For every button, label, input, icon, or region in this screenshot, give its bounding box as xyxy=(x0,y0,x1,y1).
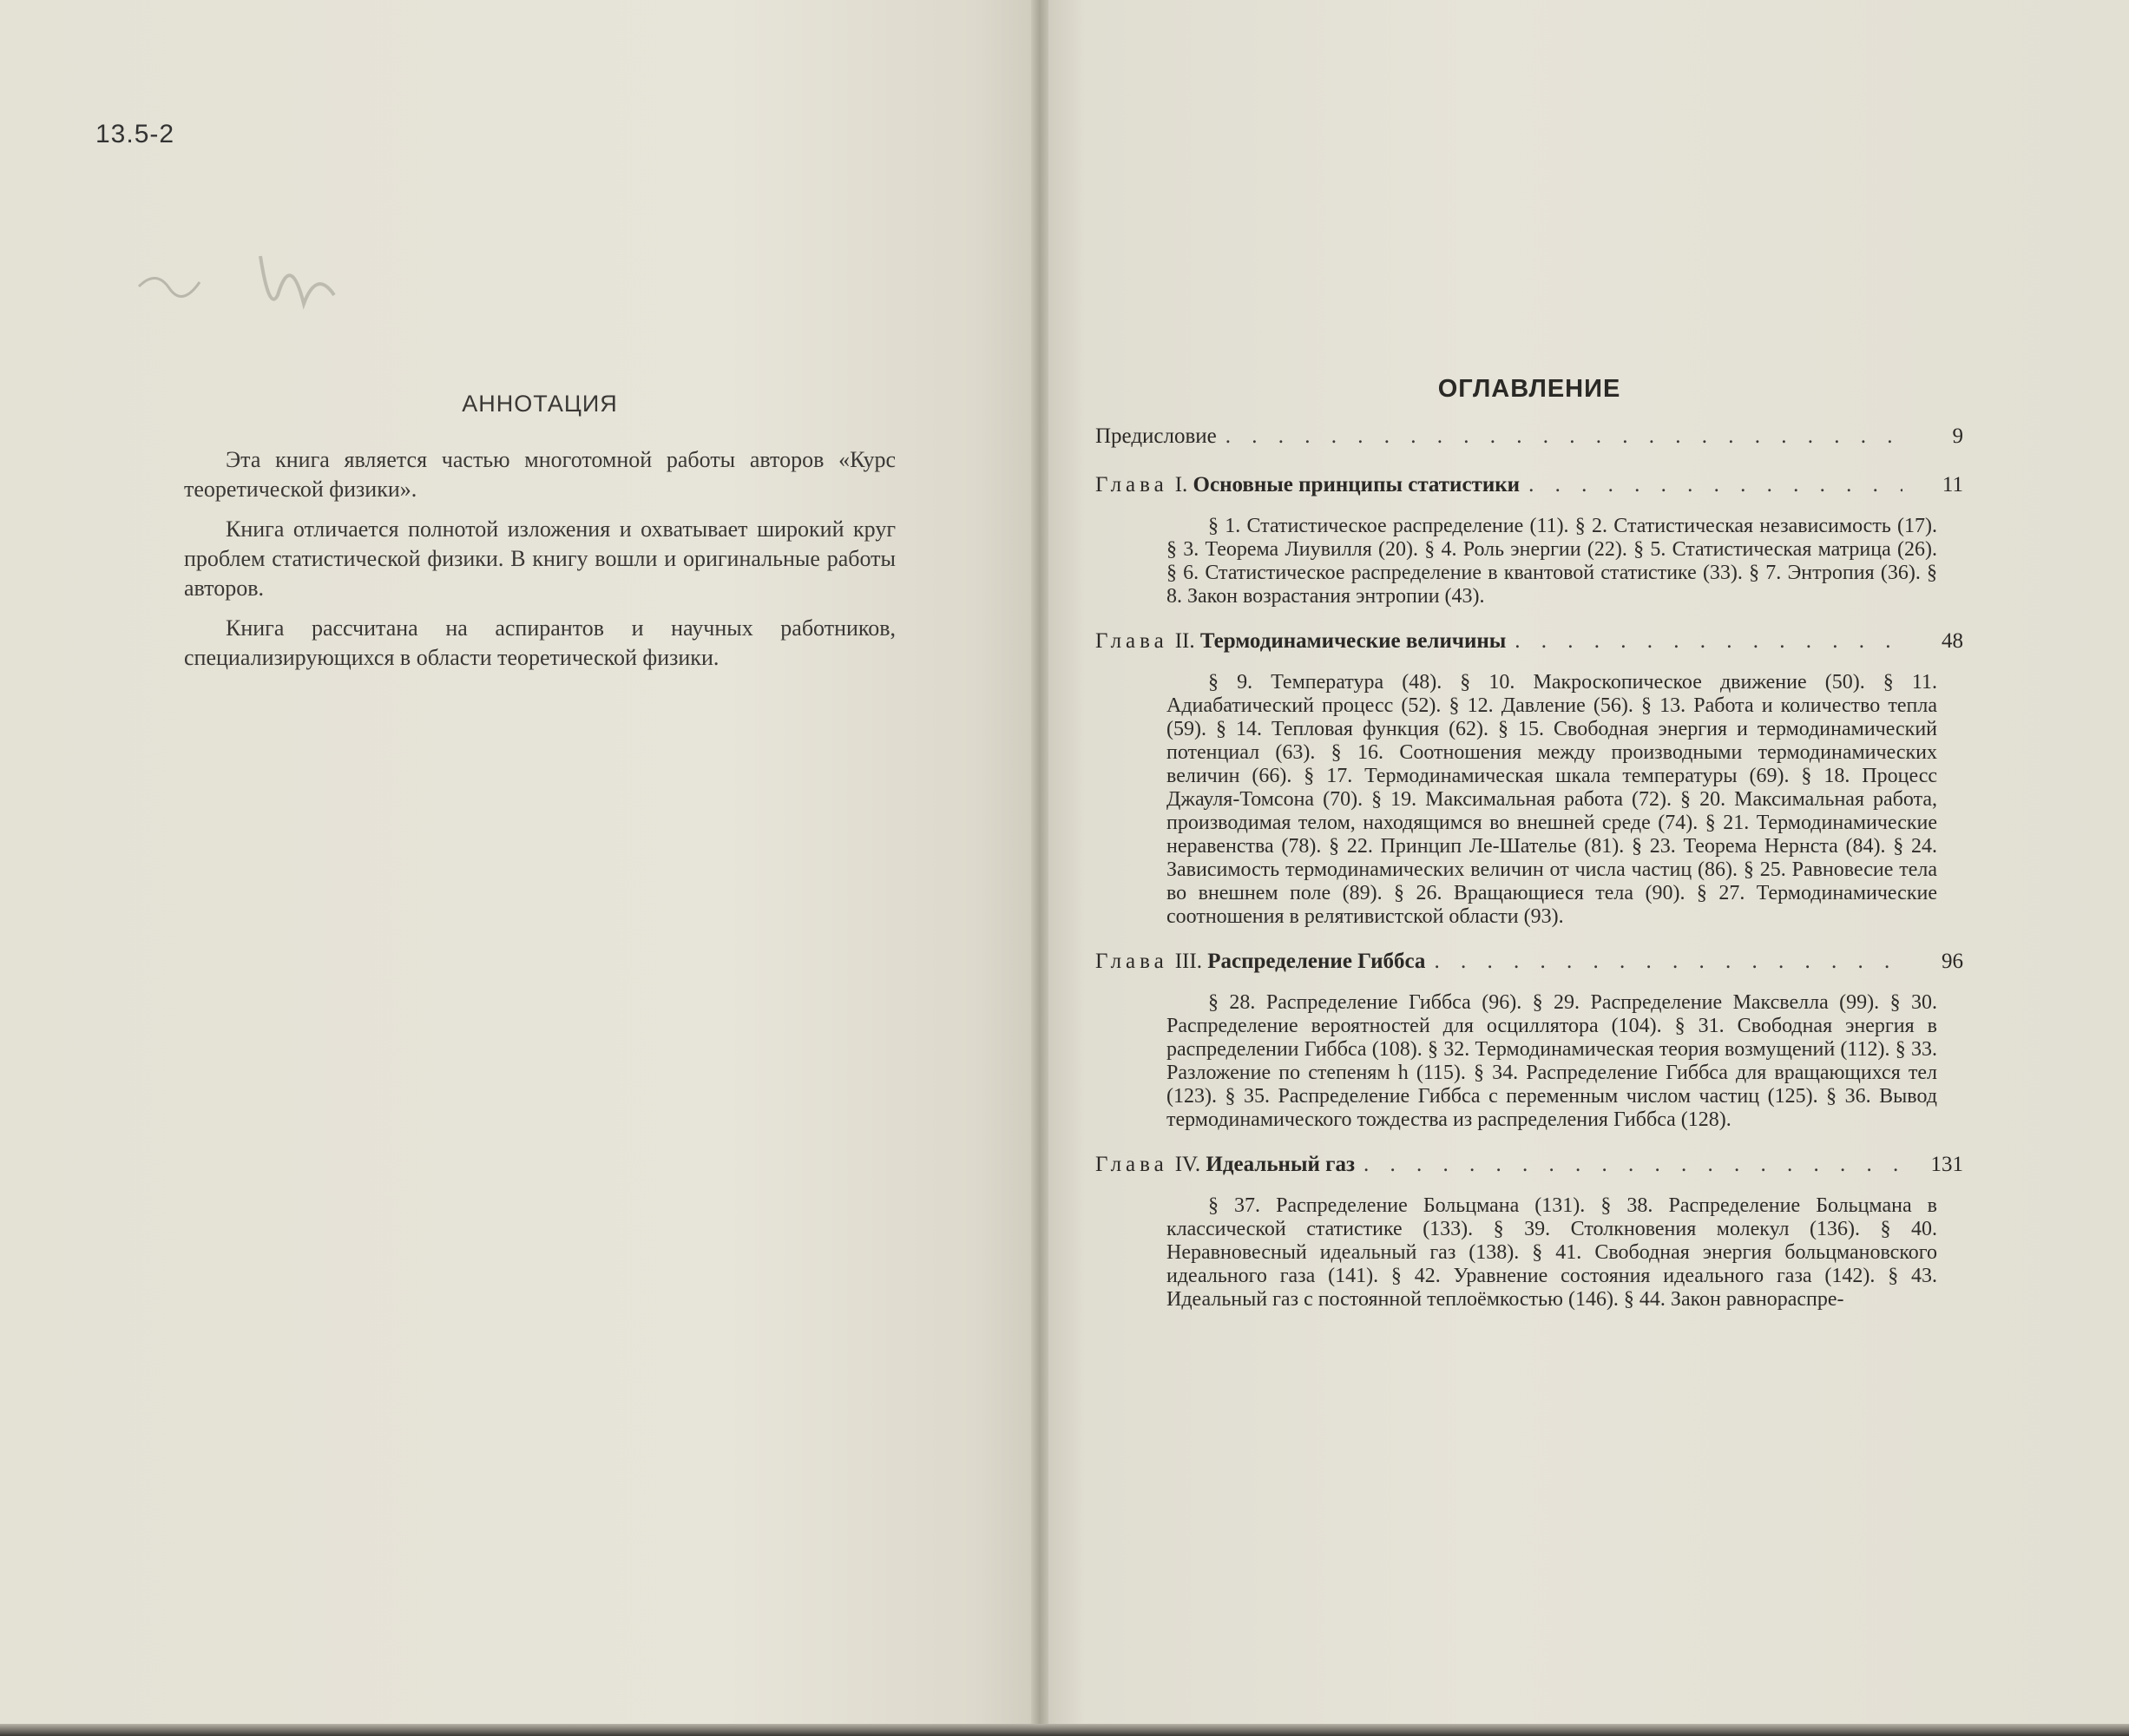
book-gutter xyxy=(1031,0,1048,1736)
page-number: 11 xyxy=(1942,473,1963,496)
chapter-heading-line xyxy=(1095,948,1963,976)
chapter-word: Глава xyxy=(1095,473,1168,496)
chapter-heading-line xyxy=(1095,628,1963,655)
chapter-word: Глава xyxy=(1095,950,1168,973)
dot-leader xyxy=(1515,628,1902,655)
chapter-word: Глава xyxy=(1095,629,1168,653)
annotation-block xyxy=(184,391,896,683)
toc-entry-preface xyxy=(1095,423,1963,450)
chapter-numeral: III. xyxy=(1174,950,1202,973)
chapter-numeral: I. xyxy=(1174,473,1188,496)
chapter-title: Распределение Гиббса xyxy=(1207,950,1426,973)
page-number: 96 xyxy=(1942,950,1963,973)
annotation-heading: АННОТАЦИЯ xyxy=(462,391,618,417)
chapter-word: Глава xyxy=(1095,1153,1168,1176)
chapter-sections: § 1. Статистическое распределение (11). § 2. Статистическая независимость (17). § 3. Теорема Лиувилля (20). § 4. Роль энергии (22). § 5. Статистическая матрица (26). § 6. Статистическое распределение в квантовой статистике (33). § 7. Энтропия (36). § 8. Закон возрастания энтропии (43). xyxy=(1166,515,1937,608)
annotation-paragraph: Книга рассчитана на аспирантов и научных работников, специализирующихся в области теоретической физики. xyxy=(184,615,896,670)
chapter-heading-line xyxy=(1095,471,1963,499)
chapter-title: Основные принципы статистики xyxy=(1193,473,1521,496)
page-number: 9 xyxy=(1952,424,1963,448)
dot-leader xyxy=(1528,471,1902,499)
toc-chapter-4 xyxy=(1095,1151,1963,1312)
dot-leader xyxy=(1363,1151,1902,1179)
dot-leader xyxy=(1434,948,1902,976)
left-page xyxy=(0,0,1037,1736)
catalog-code: 13.5-2 xyxy=(95,120,175,148)
pencil-mark xyxy=(130,234,347,330)
toc-chapter-2 xyxy=(1095,628,1963,929)
chapter-title: Термодинамические величины xyxy=(1199,629,1507,653)
annotation-paragraph: Эта книга является частью многотомной работы авторов «Курс теоретической физики». xyxy=(184,447,896,502)
chapter-sections: § 37. Распределение Больцмана (131). § 38. Распределение Больцмана в классической статистике (133). § 39. Столкновения молекул (136). § 40. Неравновесный идеальный газ (138). § 41. Свободная энергия больцмановского идеального газа (141). § 42. Уравнение состояния идеального газа (142). § 43. Идеальный газ с постоянной теплоёмкостью (146). § 44. Закон равнораспре- xyxy=(1166,1194,1937,1311)
toc-chapter-3 xyxy=(1095,948,1963,1132)
chapter-sections: § 28. Распределение Гиббса (96). § 29. Распределение Максвелла (99). § 30. Распределение вероятностей для осциллятора (104). § 31. Свободная энергия в распределении Гиббса (108). § 32. Термодинамическая теория возмущений (112). § 33. Разложение по степеням h (115). § 34. Распределение Гиббса для вращающихся тел (123). § 35. Распределение Гиббса с переменным числом частиц (125). § 36. Вывод термодинамического тождества из распределения Гиббса (128). xyxy=(1166,991,1937,1131)
book-bottom-edge xyxy=(0,1724,2129,1736)
toc-heading: ОГЛАВЛЕНИЕ xyxy=(1437,375,1621,403)
preface-label: Предисловие xyxy=(1095,424,1217,448)
chapter-numeral: IV. xyxy=(1174,1153,1201,1176)
table-of-contents xyxy=(1095,375,1963,1331)
annotation-paragraph: Книга отличается полнотой изложения и охватывает широкий круг проблем статистической физики. В книгу вошли и оригинальные работы авторов. xyxy=(184,516,896,601)
toc-chapter-1 xyxy=(1095,471,1963,608)
chapter-title: Идеальный газ xyxy=(1206,1153,1356,1176)
chapter-sections: § 9. Температура (48). § 10. Макроскопическое движение (50). § 11. Адиабатический процесс (52). § 12. Давление (56). § 13. Работа и количество тепла (59). § 14. Тепловая функция (62). § 15. Свободная энергия и термодинамический потенциал (63). § 16. Соотношения между производными термодинамических величин (66). § 17. Термодинамическая шкала температуры (69). § 18. Процесс Джауля-Томсона (70). § 19. Максимальная работа (72). § 20. Максимальная работа, производимая телом, находящимся во внешней среде (74). § 21. Термодинамические неравенства (78). § 22. Принцип Ле-Шателье (81). § 23. Теорема Нернста (84). § 24. Зависимость термодинамических величин от числа частиц (86). § 25. Равновесие тела во внешнем поле (89). § 26. Вращающиеся тела (90). § 27. Термодинамические соотношения в релятивистской области (93). xyxy=(1166,671,1937,928)
page-number: 48 xyxy=(1942,629,1963,653)
dot-leader xyxy=(1225,423,1902,450)
chapter-numeral: II. xyxy=(1174,629,1195,653)
page-number: 131 xyxy=(1930,1153,1963,1176)
chapter-heading-line xyxy=(1095,1151,1963,1179)
